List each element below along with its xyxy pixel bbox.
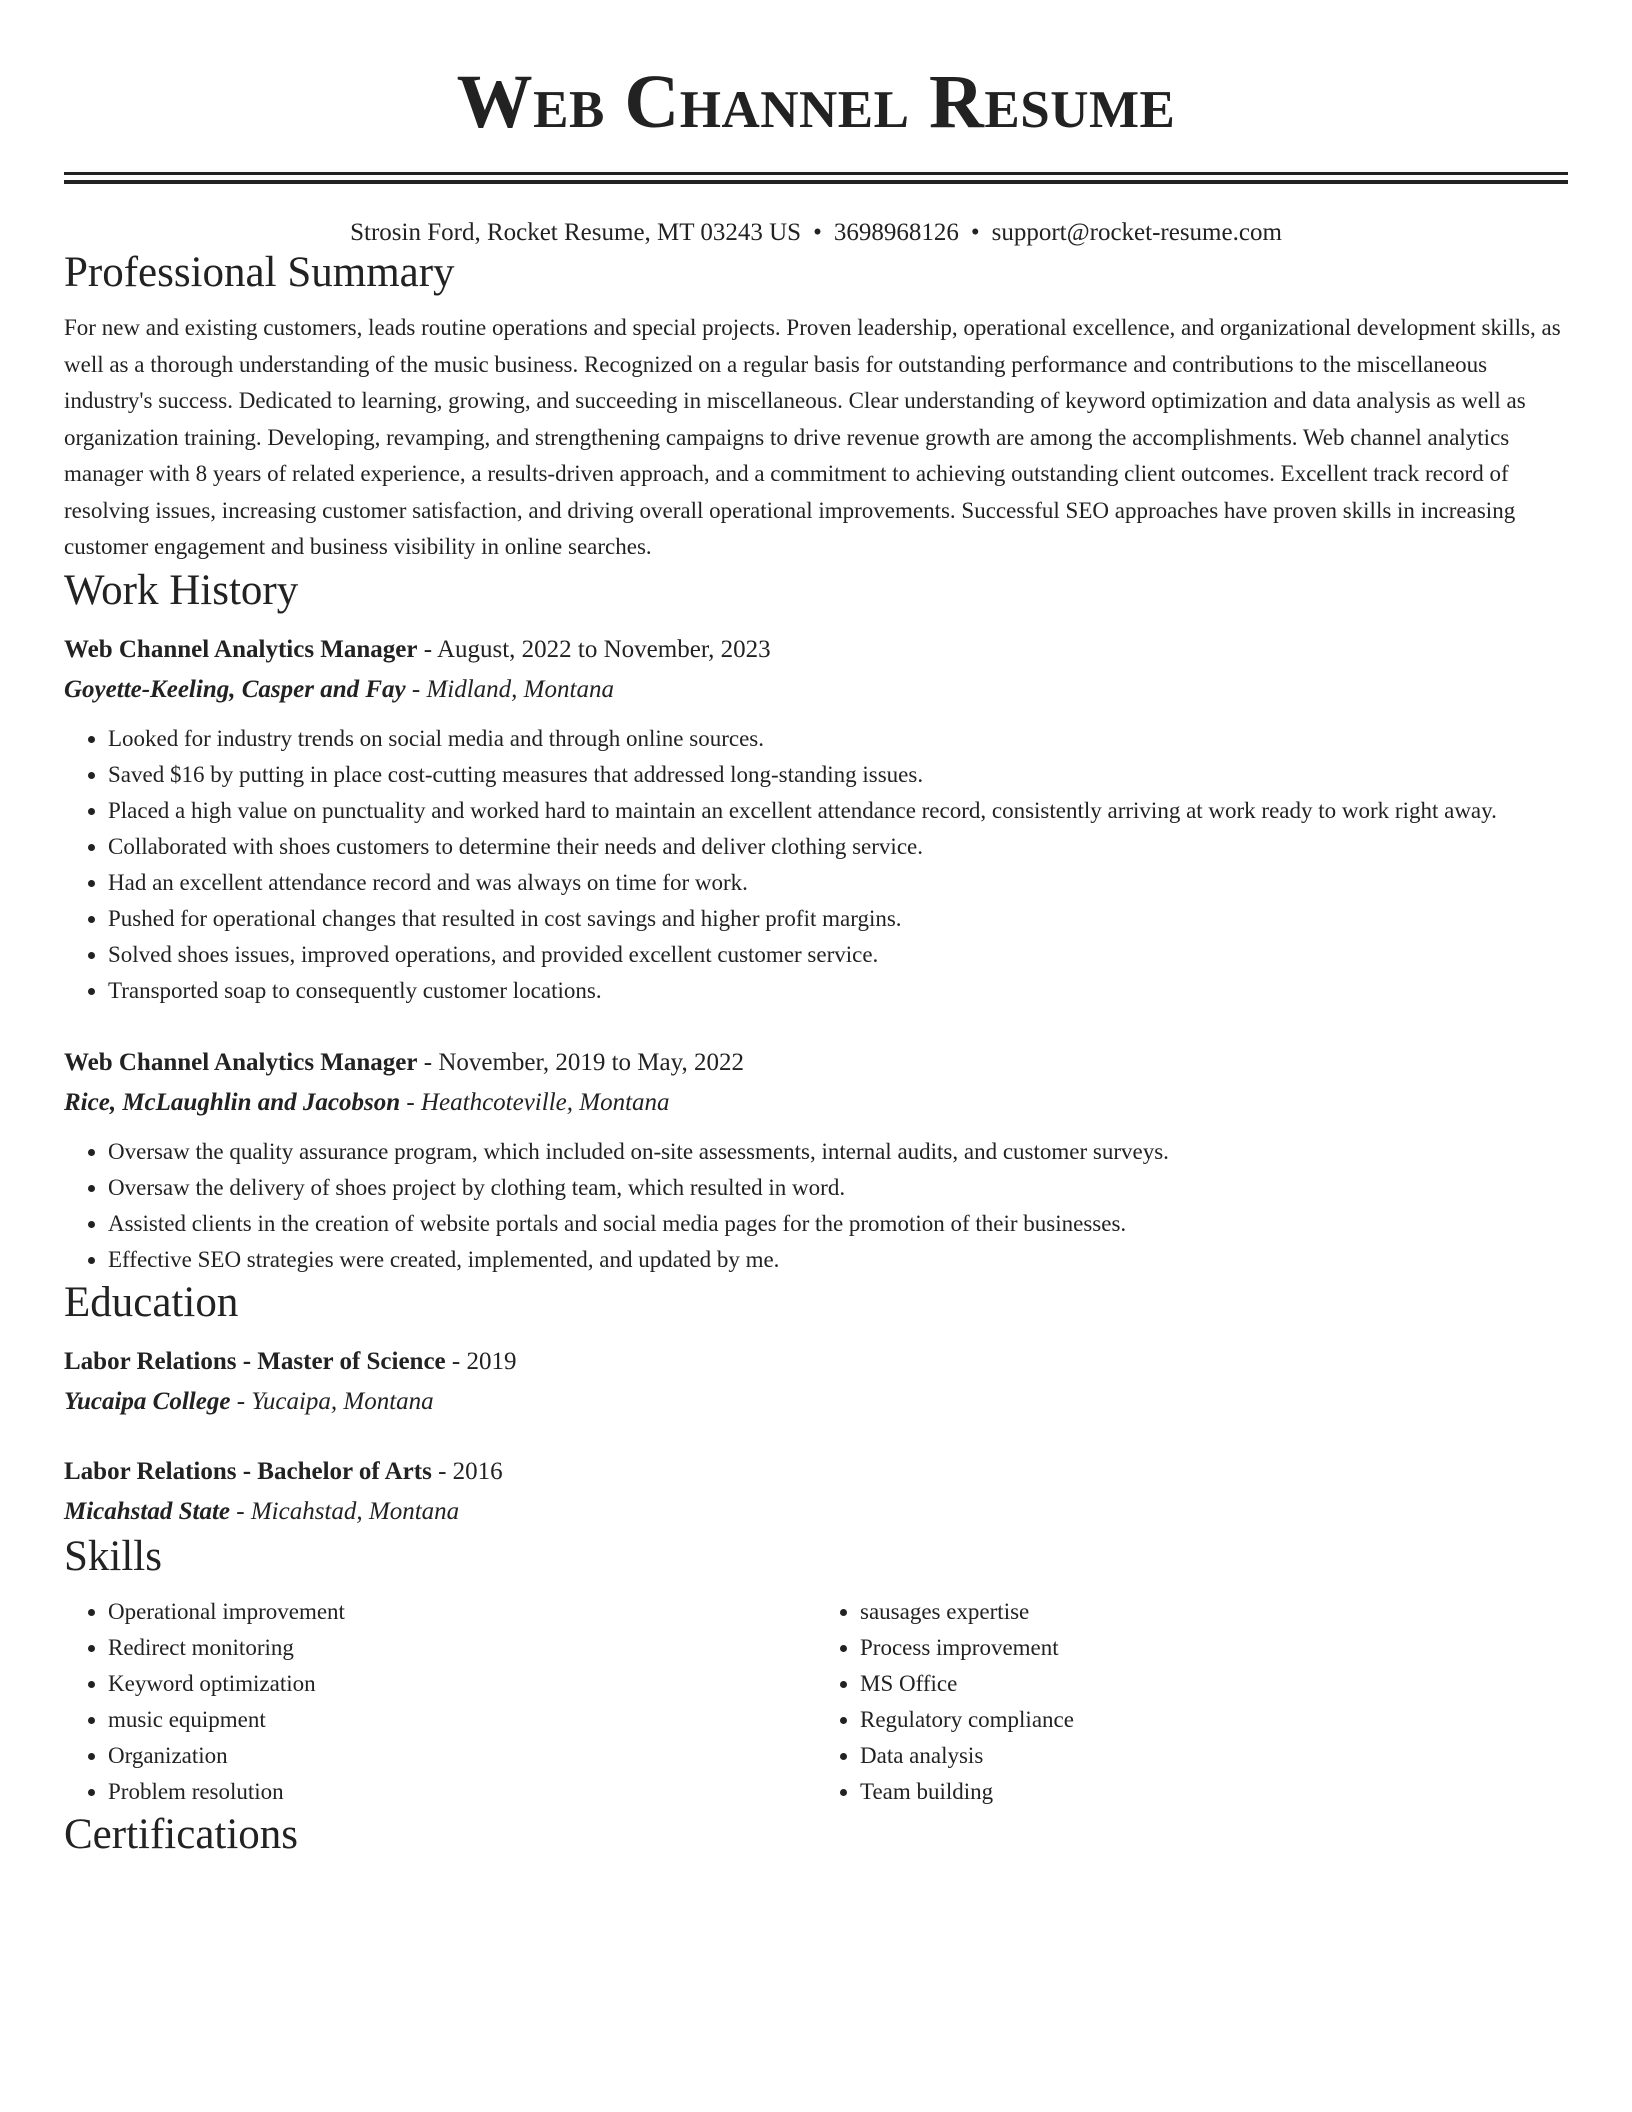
school-location: - Micahstad, Montana (230, 1497, 460, 1525)
skills-heading: Skills (64, 1532, 162, 1580)
job-company: Goyette-Keeling, Casper and Fay (64, 675, 406, 703)
job-bullet: • Saved $16 by putting in place cost-cutting measures that addressed long-standing issues. (108, 757, 1568, 793)
skill-item: • Regulatory compliance (860, 1702, 1568, 1738)
skill-item: • Team building (860, 1774, 1568, 1810)
job-bullet: • Placed a high value on punctuality and worked hard to maintain an excellent attendance record, consistently arriving at work ready to work right away. (108, 793, 1568, 829)
job-bullets (64, 721, 1568, 1009)
job-location: - Midland, Montana (405, 675, 614, 703)
school-line (64, 1382, 1568, 1422)
job-entry (64, 1043, 1568, 1278)
degree-year: - 2016 (431, 1457, 503, 1485)
title-rule-bottom (64, 180, 1568, 184)
job-bullet: • Collaborated with shoes customers to determine their needs and deliver clothing service. (108, 829, 1568, 865)
degree: Labor Relations - Bachelor of Arts (64, 1457, 432, 1485)
skill-item: • sausages expertise (860, 1594, 1568, 1630)
skill-item: • Data analysis (860, 1738, 1568, 1774)
job-title: Web Channel Analytics Manager (64, 635, 418, 663)
job-location: - Heathcoteville, Montana (400, 1088, 670, 1116)
job-company: Rice, McLaughlin and Jacobson (64, 1088, 401, 1116)
contact-email: support@rocket-resume.com (991, 219, 1282, 246)
skills-column-left (64, 1594, 816, 1810)
certifications-heading: Certifications (64, 1810, 299, 1858)
skill-item: • Organization (108, 1738, 816, 1774)
job-dates: - August, 2022 to November, 2023 (417, 635, 771, 663)
job-bullet: • Looked for industry trends on social media and through online sources. (108, 721, 1568, 757)
contact-phone: 3698968126 (833, 219, 959, 246)
job-title-line (64, 1043, 1568, 1083)
job-company-line (64, 670, 1568, 710)
job-bullet: • Oversaw the quality assurance program, which included on-site assessments, internal audits, and customer surveys. (108, 1134, 1568, 1170)
job-bullet: • Oversaw the delivery of shoes project by clothing team, which resulted in word. (108, 1170, 1568, 1206)
education-heading: Education (64, 1278, 239, 1326)
title-rule-top (64, 172, 1568, 175)
job-bullet: • Pushed for operational changes that resulted in cost savings and higher profit margins. (108, 901, 1568, 937)
school: Yucaipa College (64, 1387, 231, 1415)
summary-text: For new and existing customers, leads routine operations and special projects. Proven leadership, operational excellence, and organizational development skills, as well as a thorough understanding of the music business. Recognized on a regular basis for outstanding performance and contributions to the miscellaneous industry's success. Dedicated to learning, growing, and succeeding in miscellaneous. Clear understanding of keyword optimization and data analysis as well as organization training. Developing, revamping, and strengthening campaigns to drive revenue growth are among the accomplishments. Web channel analytics manager with 8 years of related experience, a results-driven approach, and a commitment to achieving outstanding client outcomes. Excellent track record of resolving issues, increasing customer satisfaction, and driving overall operational improvements. Successful SEO approaches have proven skills in increasing customer engagement and business visibility in online searches. (64, 315, 1561, 559)
degree-line (64, 1452, 1568, 1492)
skill-item: • Problem resolution (108, 1774, 816, 1810)
job-bullets (64, 1134, 1568, 1278)
resume-title: Web Channel Resume (456, 60, 1176, 144)
job-dates: - November, 2019 to May, 2022 (417, 1048, 744, 1076)
degree-year: - 2019 (445, 1347, 517, 1375)
skill-item: • Redirect monitoring (108, 1630, 816, 1666)
school-line (64, 1492, 1568, 1532)
job-company-line (64, 1083, 1568, 1123)
contact-line (64, 218, 1568, 248)
skills-list (64, 1594, 1568, 1810)
skill-item: • Keyword optimization (108, 1666, 816, 1702)
contact-separator: • (970, 219, 980, 246)
school-location: - Yucaipa, Montana (230, 1387, 434, 1415)
school: Micahstad State (64, 1497, 230, 1525)
job-entry (64, 630, 1568, 1009)
skill-item: • MS Office (860, 1666, 1568, 1702)
skill-item: • Operational improvement (108, 1594, 816, 1630)
education-entry (64, 1342, 1568, 1422)
education-entry (64, 1452, 1568, 1532)
job-bullet: • Solved shoes issues, improved operations, and provided excellent customer service. (108, 937, 1568, 973)
job-title-line (64, 630, 1568, 670)
job-bullet: • Had an excellent attendance record and was always on time for work. (108, 865, 1568, 901)
job-title: Web Channel Analytics Manager (64, 1048, 418, 1076)
summary-heading: Professional Summary (64, 249, 455, 296)
work-history-heading: Work History (64, 566, 299, 614)
contact-separator: • (813, 219, 822, 246)
skill-item: • Process improvement (860, 1630, 1568, 1666)
skills-column-right (816, 1594, 1568, 1810)
degree: Labor Relations - Master of Science (64, 1347, 446, 1375)
job-bullet: • Transported soap to consequently customer locations. (108, 973, 1568, 1009)
skill-item: • music equipment (108, 1702, 816, 1738)
job-bullet: • Effective SEO strategies were created, implemented, and updated by me. (108, 1242, 1568, 1278)
degree-line (64, 1342, 1568, 1382)
job-bullet: • Assisted clients in the creation of website portals and social media pages for the promotion of their businesses. (108, 1206, 1568, 1242)
contact-address: Strosin Ford, Rocket Resume, MT 03243 US (350, 219, 802, 246)
